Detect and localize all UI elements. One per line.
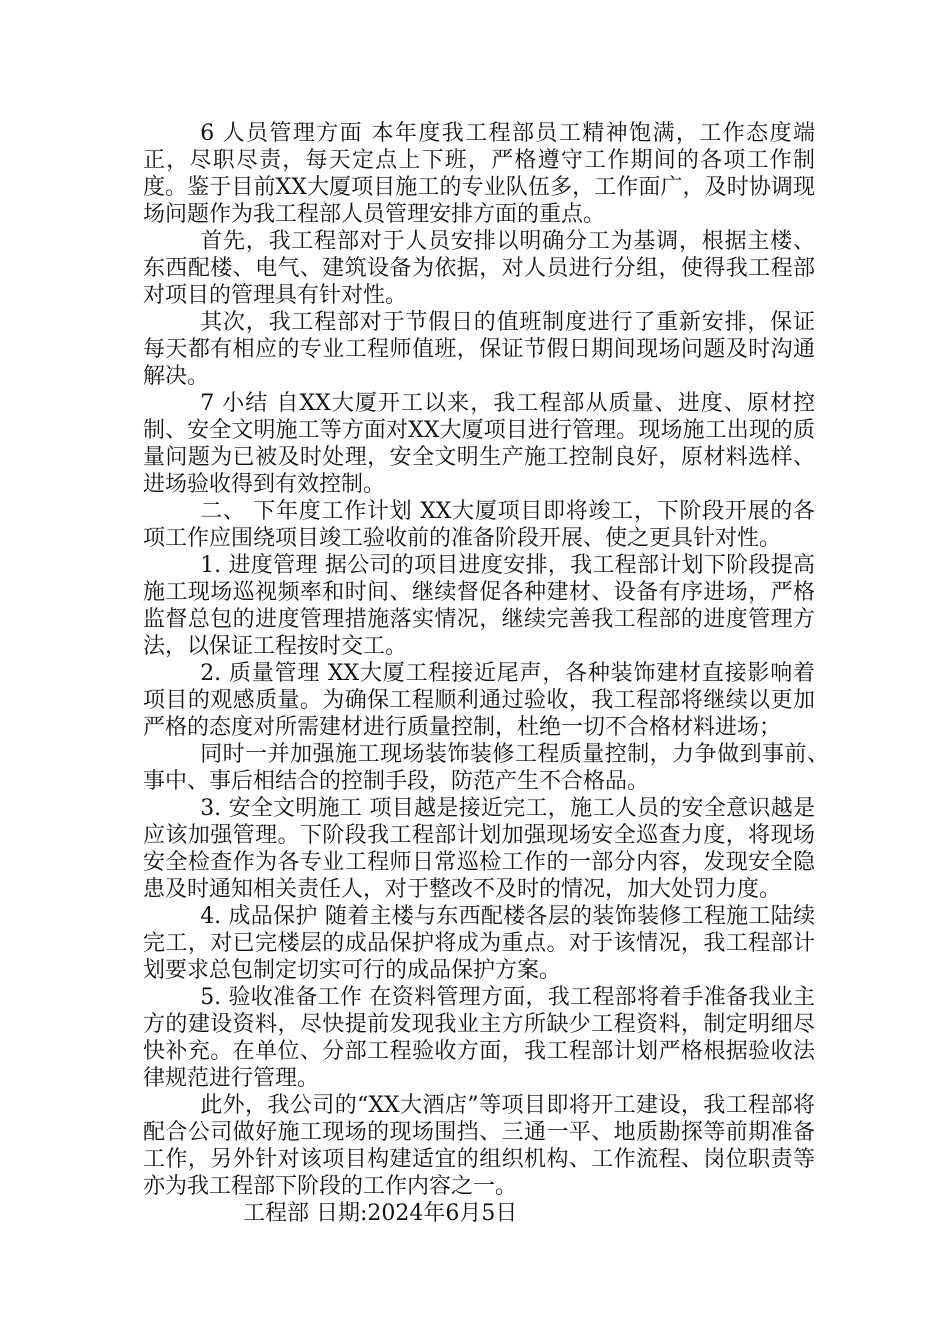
- paragraph-additional-projects: 此外，我公司的“XX大酒店”等项目即将开工建设，我工程部将配合公司做好施工现场的现场围挡、三通一平、地质勘探等前期准备工作，另外针对该项目构建适宜的组织机构、工作流程、岗位职责等亦为我工程部下阶段的工作内容之一。: [143, 1093, 815, 1199]
- paragraph-next-year-plan: 二、 下年度工作计划 XX大厦项目即将竣工，下阶段开展的各项工作应围绕项目竣工验收前的准备阶段开展、使之更具针对性。: [143, 499, 815, 551]
- paragraph-acceptance-preparation: 5. 验收准备工作 在资料管理方面，我工程部将着手准备我业主方的建设资料，尽快提前发现我业主方所缺少工程资料，制定明细尽快补充。在单位、分部工程验收方面，我工程部计划严格根据验收法律规范进行管理。: [143, 985, 815, 1091]
- paragraph-summary: 7 小结 自XX大厦开工以来，我工程部从质量、进度、原材控制、安全文明施工等方面对XX大厦项目进行管理。现场施工出现的质量问题为已被及时处理，安全文明生产施工控制良好，原材料选样、进场验收得到有效控制。: [143, 391, 815, 497]
- paragraph-progress-management: 1. 进度管理 据公司的项目进度安排，我工程部计划下阶段提高施工现场巡视频率和时间、继续督促各种建材、设备有序进场，严格监督总包的进度管理措施落实情况，继续完善我工程部的进度管理方法，以保证工程按时交工。: [143, 553, 815, 659]
- document-body: [143, 120, 829, 1227]
- signoff-date-line: 工程部 日期:2024年6月5日: [243, 1201, 518, 1226]
- paragraph-personnel-management: 6 人员管理方面 本年度我工程部员工精神饱满，工作态度端正，尽职尽责，每天定点上下班，严格遵守工作期间的各项工作制度。鉴于目前XX大厦项目施工的专业队伍多，工作面广，及时协调现场问题作为我工程部人员管理安排方面的重点。: [143, 121, 815, 227]
- paragraph-first: 首先，我工程部对于人员安排以明确分工为基调，根据主楼、东西配楼、电气、建筑设备为依据，对人员进行分组，使得我工程部对项目的管理具有针对性。: [143, 229, 815, 308]
- paragraph-quality-management: 2. 质量管理 XX大厦工程接近尾声，各种装饰建材直接影响着项目的观感质量。为确保工程顺利通过验收，我工程部将继续以更加严格的态度对所需建材进行质量控制，杜绝一切不合格材料进场；: [143, 661, 815, 740]
- paragraph-product-protection: 4. 成品保护 随着主楼与东西配楼各层的装饰装修工程施工陆续完工，对已完楼层的成品保护将成为重点。对于该情况，我工程部计划要求总包制定切实可行的成品保护方案。: [143, 904, 815, 983]
- paragraph-quality-control-detail: 同时一并加强施工现场装饰装修工程质量控制，力争做到事前、事中、事后相结合的控制手段，防范产生不合格品。: [143, 742, 829, 794]
- paragraph-second: 其次，我工程部对于节假日的值班制度进行了重新安排，保证每天都有相应的专业工程师值班，保证节假日期间现场问题及时沟通解决。: [143, 310, 815, 389]
- paragraph-safety-construction: 3. 安全文明施工 项目越是接近完工，施工人员的安全意识越是应该加强管理。下阶段我工程部计划加强现场安全巡查力度，将现场安全检查作为各专业工程师日常巡检工作的一部分内容，发现安全隐患及时通知相关责任人，对于整改不及时的情况，加大处罚力度。: [143, 796, 815, 902]
